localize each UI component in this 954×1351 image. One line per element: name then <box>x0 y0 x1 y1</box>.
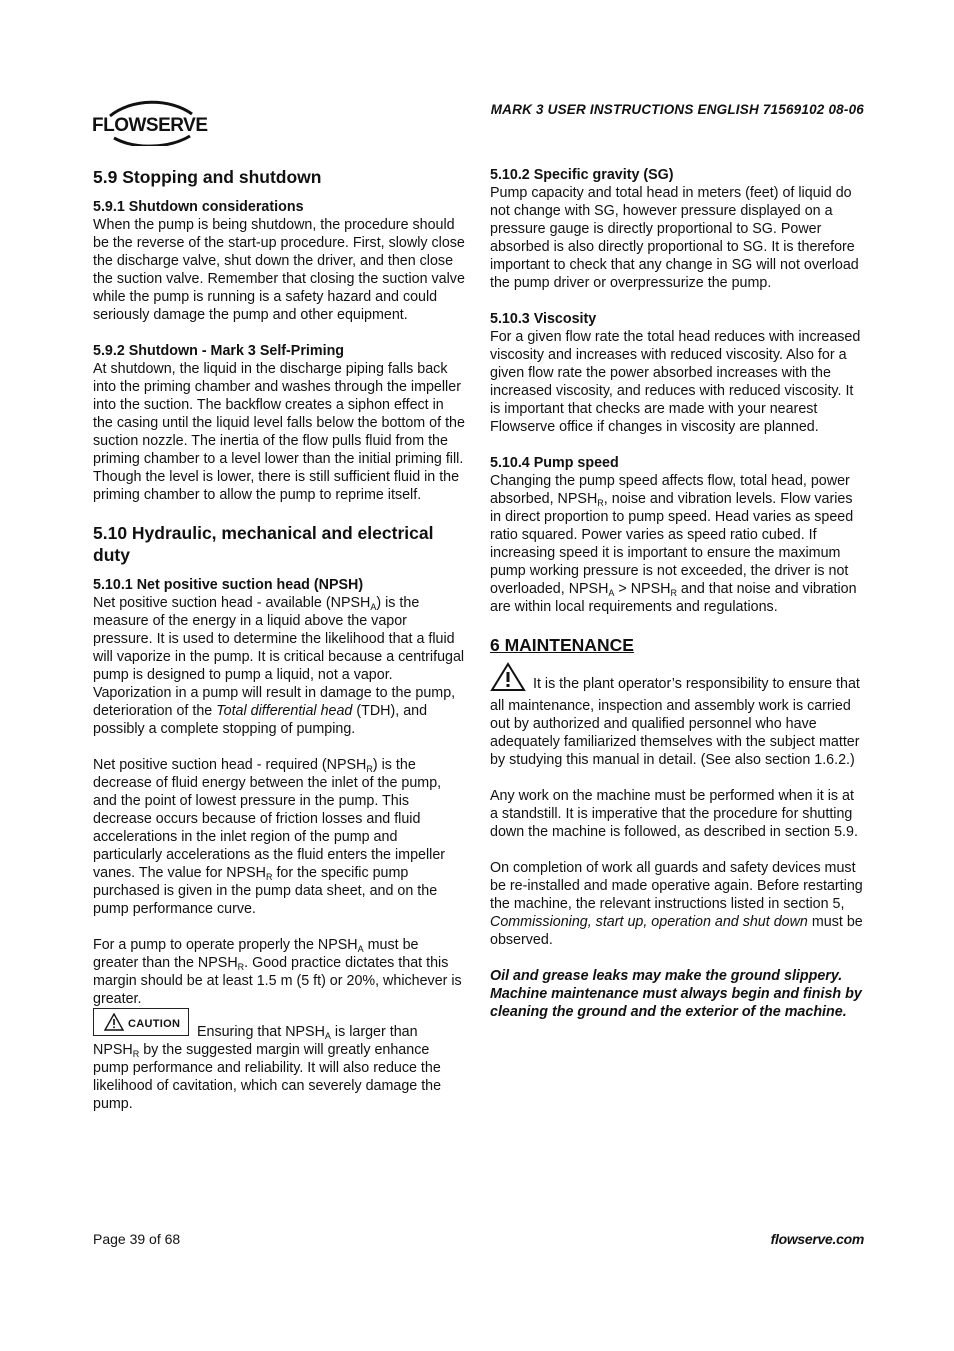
section-5-9-1-heading: 5.9.1 Shutdown considerations <box>93 199 304 215</box>
section-5-10-3-body: For a given flow rate the total head reduces with increased viscosity and increases with reduced viscosity. Also for a given flow rate the power absorbed increases with the increased viscosity, and reduces with reduced viscosity. It is important that checks are made with your nearest Flowserve office if changes in viscosity are planned. <box>490 329 861 435</box>
section-5-9-1-body: When the pump is being shutdown, the procedure should be the reverse of the start-up procedure. First, slowly close the discharge valve, shut down the driver, and then close the suction valve. Remember that closing the suction valve while the pump is running is a safety hazard and could seriously damage the pump and other equipment. <box>93 217 465 323</box>
section-5-10-4-heading: 5.10.4 Pump speed <box>490 455 619 471</box>
section-6-heading: 6 MAINTENANCE <box>490 635 634 655</box>
document-header-title: MARK 3 USER INSTRUCTIONS ENGLISH 71569102 08-06 <box>490 102 864 117</box>
section-5-10-heading: 5.10 Hydraulic, mechanical and electrical duty <box>93 523 434 565</box>
oil-grease-warning: Oil and grease leaks may make the ground slippery. Machine maintenance must always begin and finish by cleaning the ground and the exterior of the machine. <box>490 968 862 1020</box>
npshr-paragraph: Net positive suction head - required $(NPSH_R)$ is the decrease of fluid energy between the inlet of the pump, and the point of lowest pressure in the pump. This decrease occurs because of friction losses and fluid accelerations in the inlet region of the pump and particularly accelerations as the fluid enters the impeller vanes. The value for $NPSH_R$ for the specific pump purchased is given in the pump data sheet, and on the pump performance curve. <box>93 757 446 917</box>
maintenance-responsibility-paragraph: It is the plant operator’s responsibility to ensure that all maintenance, inspection and assembly work is carried out by authorized and qualified personnel who have adequately familiarized themselves with the subject matter by studying this manual in detail. (See also section 1.6.2.) <box>490 662 865 769</box>
logo-wordmark: FLOWSERVE <box>92 115 208 136</box>
maintenance-standstill-paragraph: Any work on the machine must be performed when it is at a standstill. It is imperative that the procedure for shutting down the machine is followed, as described in section 5.9. <box>490 788 858 840</box>
warning-triangle-icon <box>490 662 526 697</box>
caution-paragraph: CAUTION Ensuring that $NPSH_A$ is larger than $NPSH_R$ by the suggested margin will greatly enhance pump performance and reliability. It will also reduce the likelihood of cavitation, which can severely damage the pump. <box>93 1008 465 1113</box>
section-5-9-2-heading: 5.9.2 Shutdown - Mark 3 Self-Priming <box>93 343 345 359</box>
caution-badge: CAUTION <box>93 1008 189 1036</box>
left-column <box>93 166 465 1131</box>
section-5-10-3-heading: 5.10.3 Viscosity <box>490 311 597 327</box>
flowserve-logo-mark <box>92 100 208 146</box>
section-5-10-1-heading: 5.10.1 Net positive suction head (NPSH) <box>93 577 364 593</box>
section-5-10-2-body: Pump capacity and total head in meters (feet) of liquid do not change with SG, however pressure displayed on a pressure gauge is directly proportional to SG. Power absorbed is also directly proportional to SG. It is therefore important to check that any change in SG will not overload the pump driver or overpressurize the pump. <box>490 185 859 291</box>
right-column <box>490 166 865 1039</box>
section-5-9-2-body: At shutdown, the liquid in the discharge piping falls back into the priming chamber and washes through the impeller into the suction. The backflow creates a siphon effect in the casing until the liquid level falls below the bottom of the suction nozzle. The inertia of the flow pulls fluid from the priming chamber to a level lower than the initial priming fill. Though the level is lower, there is still sufficient fluid in the priming chamber to allow the pump to reprime itself. <box>93 361 465 503</box>
footer-website: flowserve.com <box>770 1231 864 1247</box>
npsha-paragraph: Net positive suction head - available $(NPSH_A)$ is the measure of the energy in a liquid above the vapor pressure. It is used to determine the likelihood that a fluid will vaporize in the pump. It is critical because a centrifugal pump is designed to pump a liquid, not a vapor. Vaporization in a pump will result in damage to the pump, deterioration of the Total differential head (TDH), and possibly a complete stopping of pumping. <box>93 595 465 737</box>
maintenance-completion-paragraph: On completion of work all guards and safety devices must be re-installed and made operative again. Before restarting the machine, the relevant instructions listed in section 5, Commissioning, start up, operation and shut down must be observed. <box>490 860 863 948</box>
caution-warning-icon <box>104 1013 124 1031</box>
flowserve-logo <box>92 100 208 146</box>
section-5-10-2-heading: 5.10.2 Specific gravity (SG) <box>490 167 674 183</box>
section-5-9-heading: 5.9 Stopping and shutdown <box>93 167 322 187</box>
npsh-margin-paragraph: For a pump to operate properly the $NPSH_A$ must be greater than the $NPSH_R$. Good practice dictates that this margin should be at least 1.5 m (5 ft) or 20%, whichever is greater. <box>93 937 462 1007</box>
page-number: Page 39 of 68 <box>93 1231 181 1247</box>
section-5-10-4-body: Changing the pump speed affects flow, total head, power absorbed, $NPSH_R$, noise and vibration levels. Flow varies in direct proportion to pump speed. Head varies as speed ratio squared. Power varies as speed ratio cubed. If increasing speed it is important to ensure the maximum pump working pressure is not exceeded, the driver is not overloaded, $NPSH_A$ > $NPSH_R$ and that noise and vibration are within local requirements and regulations. <box>490 473 857 615</box>
